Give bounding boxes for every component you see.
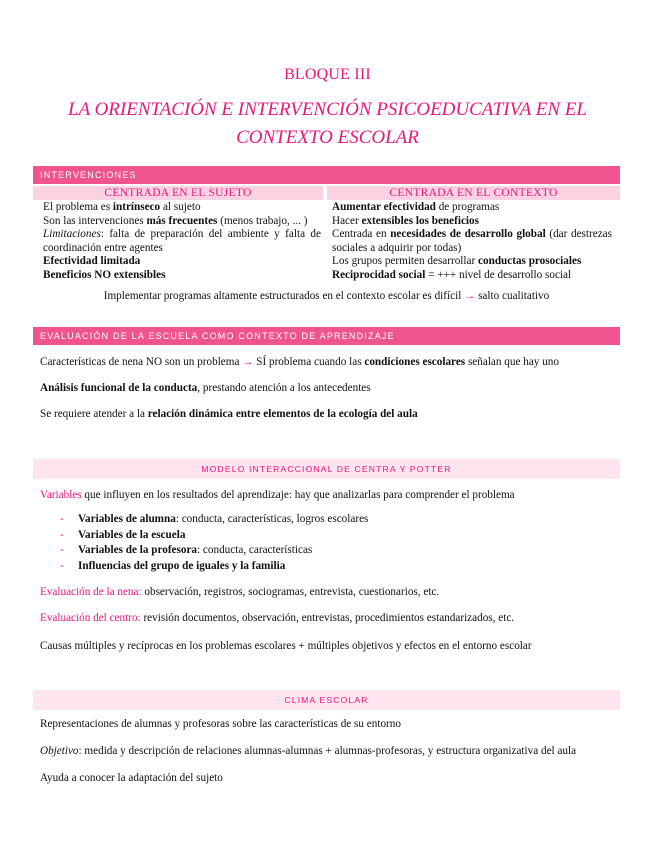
contexto-row-5: Reciprocidad social = +++ nivel de desarrollo social — [332, 268, 572, 281]
column-sujeto — [43, 201, 321, 283]
sujeto-row-1: El problema es intrínseco al sujeto — [43, 201, 201, 213]
contexto-row-4: Los grupos permiten desarrollar conductas prosociales — [332, 255, 582, 268]
modelo-line-evaluacion-centro: Evaluación del centro: revisión documentos, observación, entrevistas, procedimientos estandarizados, etc. — [40, 612, 515, 624]
page-header — [0, 66, 655, 152]
variables-list — [60, 512, 368, 574]
clima-line-3: Ayuda a conocer la adaptación del sujeto — [40, 772, 223, 784]
column-header-contexto: CENTRADA EN EL CONTEXTO — [327, 186, 620, 200]
subsection-bar-clima: CLIMA ESCOLAR — [33, 690, 620, 710]
block-title: BLOQUE III — [284, 66, 371, 83]
evaluacion-line-1: Características de nena NO son un problema → SÍ problema cuando las condiciones escolares señalan que hay uno — [40, 356, 559, 368]
list-item: - Variables de alumna: conducta, características, logros escolares — [60, 513, 369, 525]
contexto-row-1: Aumentar efectividad de programas — [332, 201, 500, 213]
contexto-row-3: Centrada en necesidades de desarrollo global (dar destrezas sociales a adquirir por todas) — [332, 228, 612, 254]
clima-line-2: Objetivo: medida y descripción de relaciones alumnas-alumnas + alumnas-profesoras, y estructura organizativa del aula — [40, 745, 577, 757]
intervenciones-footer: Implementar programas altamente estructurados en el contexto escolar es difícil → salto cualitativo — [103, 290, 550, 302]
modelo-line-evaluacion-nena: Evaluación de la nena: observación, registros, sociogramas, entrevista, cuestionarios, etc. — [40, 586, 440, 598]
list-item: - Variables de la profesora: conducta, características — [60, 544, 313, 556]
modelo-line-variables: Variables que influyen en los resultados del aprendizaje: hay que analizarlas para comprender el problema — [40, 489, 515, 501]
arrow-icon: → — [464, 290, 476, 302]
column-header-sujeto: CENTRADA EN EL SUJETO — [33, 186, 323, 200]
contexto-row-2: Hacer extensibles los beneficios — [332, 214, 479, 227]
column-contexto — [332, 201, 612, 283]
sujeto-row-2: Son las intervenciones más frecuentes (menos trabajo, ... ) — [43, 214, 308, 227]
clima-line-1: Representaciones de alumnas y profesoras sobre las características de su entorno — [40, 718, 401, 730]
evaluacion-line-2: Análisis funcional de la conducta, prestando atención a los antecedentes — [40, 382, 371, 394]
arrow-icon: → — [242, 356, 254, 368]
sujeto-row-3: Limitaciones: falta de preparación del ambiente y falta de coordinación entre agentes — [43, 228, 321, 254]
section-bar-intervenciones: INTERVENCIONES — [33, 166, 620, 184]
sujeto-row-5: Beneficios NO extensibles — [43, 268, 166, 281]
list-item: - Influencias del grupo de iguales y la familia — [60, 559, 286, 572]
subsection-bar-modelo: MODELO INTERACCIONAL DE CENTRA Y POTTER — [33, 459, 620, 479]
sujeto-row-4: Efectividad limitada — [43, 255, 141, 268]
modelo-line-causas: Causas múltiples y recíprocas en los problemas escolares + múltiples objetivos y efectos en el entorno escolar — [40, 640, 532, 652]
list-item: - Variables de la escuela — [60, 528, 186, 541]
section-bar-evaluacion: EVALUACIÓN DE LA ESCUELA COMO CONTEXTO DE APRENDIZAJE — [33, 327, 620, 345]
document-subtitle: LA ORIENTACIÓN E INTERVENCIÓN PSICOEDUCATIVA EN EL CONTEXTO ESCOLAR — [68, 99, 587, 148]
evaluacion-line-3: Se requiere atender a la relación dinámica entre elementos de la ecología del aula — [40, 408, 418, 420]
